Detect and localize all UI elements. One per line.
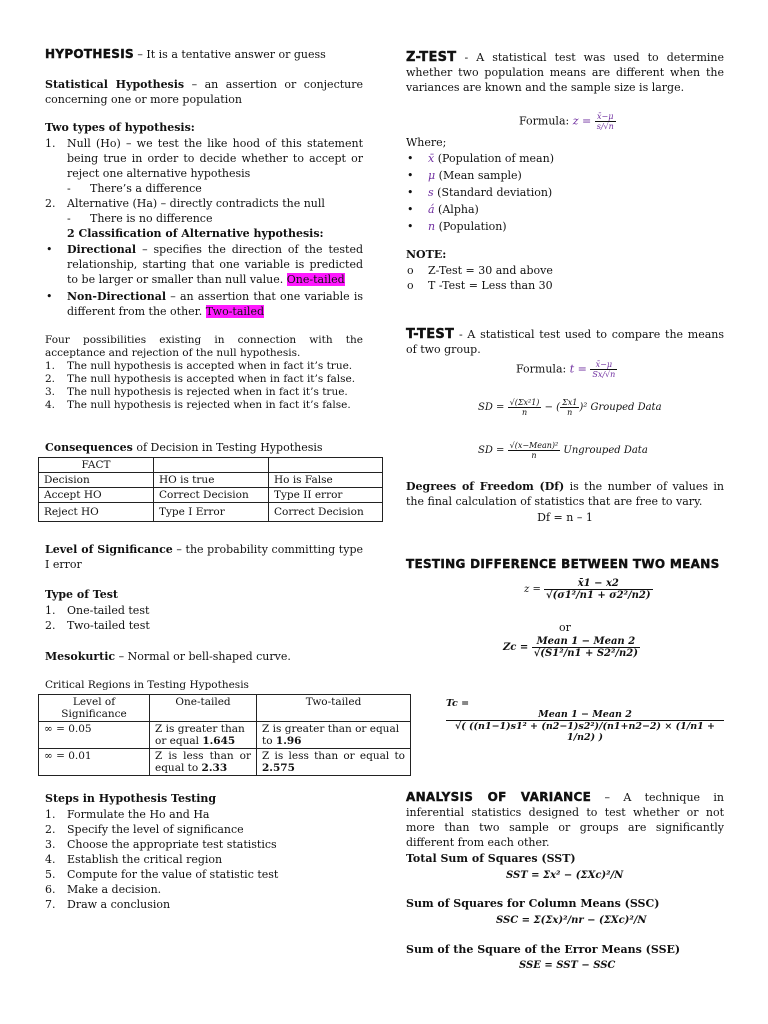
df-formula: Df = n – 1: [537, 511, 593, 524]
critical-regions-heading: Critical Regions in Testing Hypothesis: [45, 679, 249, 691]
t-test-heading: T-TEST: [406, 327, 455, 342]
steps-heading: Steps in Hypothesis Testing: [45, 792, 217, 805]
list-item: • á (Alpha): [407, 203, 479, 216]
list-item: • s (Standard deviation): [407, 186, 553, 199]
sd-ungrouped-formula: SD = $\frac{\text{√(x−Mean)²}}{n}$ Ungrouped Data: [478, 441, 648, 460]
two-types-heading: Two types of hypothesis:: [45, 121, 195, 134]
consequences-heading: Consequences of Decision in Testing Hypothesis: [45, 441, 323, 454]
null-hypothesis-item: 1. Null (Ho) – we test the like hood of this statement being true in order to decide whether to accept or reject one alternative hypothesis - There’s a difference: [45, 136, 363, 196]
list-item: 7. Draw a conclusion: [45, 898, 171, 911]
tc-formula: Tc = $\frac{\text{Mean 1 − Mean 2}}{\text{√( ((n1−1)s1² + (n2−1)s2²)/(n1+n2−2) × (1/n1 + 1/n2) )}}$: [446, 698, 724, 743]
list-item: 4. The null hypothesis is rejected when in fact it’s false.: [45, 399, 351, 411]
anova-definition: ANALYSIS OF VARIANCE – A technique in inferential statistics designed to test whether or not more than two sample or groups are significantly different from each other.: [406, 790, 724, 849]
table-row: Decision HO is true Ho is False: [39, 473, 383, 488]
list-item: 4. Establish the critical region: [45, 853, 223, 866]
anova-heading: ANALYSIS OF VARIANCE: [406, 790, 592, 804]
list-item: 1. Formulate the Ho and Ha: [45, 808, 210, 821]
mesokurtic-definition: Mesokurtic – Normal or bell-shaped curve.: [45, 650, 291, 663]
sse-formula: SSE = SST − SSC: [519, 960, 616, 971]
four-possibilities-intro: Four possibilities existing in connection with the acceptance and rejection of the null hypothesis.: [45, 334, 363, 359]
table-row: Level of Significance One-tailed Two-tailed: [39, 695, 411, 722]
z-test-heading: Z-TEST: [406, 50, 457, 65]
note-list: [406, 263, 724, 293]
level-of-significance: Level of Significance – the probability committing type I error: [45, 543, 363, 571]
four-possibilities-list: [45, 360, 363, 412]
alt-dash: - There is no difference: [45, 211, 363, 226]
testing-difference-heading: TESTING DIFFERENCE BETWEEN TWO MEANS: [406, 557, 720, 571]
list-item: o Z-Test = 30 and above: [407, 264, 553, 277]
where-list: [406, 151, 724, 234]
sst-heading: Total Sum of Squares (SST): [406, 852, 576, 865]
critical-regions-table: [38, 694, 411, 776]
list-item: 1. One-tailed test: [45, 604, 150, 617]
list-item: 5. Compute for the value of statistic test: [45, 868, 279, 881]
table-row: Accept HO Correct Decision Type II error: [39, 488, 383, 503]
sst-formula: SST = Σx² − (ΣXc)²/N: [506, 870, 624, 881]
directional-item: • Directional – specifies the direction of the tested relationship, starting that one variable is predicted to be larger or smaller than null value. One-tailed: [46, 243, 363, 286]
or-label: or: [559, 621, 571, 634]
sd-grouped-formula: SD = $\frac{\text{√(Σx²1)}}{n}$ − ( $\frac{\Sigma x1}{n}$ )² Grouped Data: [478, 398, 662, 417]
steps-list: [45, 807, 363, 912]
table-row: FACT: [39, 458, 383, 473]
list-item: 2. The null hypothesis is accepted when in fact it’s false.: [45, 373, 356, 385]
degrees-of-freedom: Degrees of Freedom (Df) is the number of values in the final calculation of statistics that are free to vary.: [406, 480, 724, 508]
z-two-means-formula: z = $\frac{x̄1 - x2}{\text{√(σ1²/n1 + σ2²/n2)}}$: [524, 578, 651, 601]
list-item: 1. The null hypothesis is accepted when in fact it’s true.: [45, 360, 353, 372]
non-directional-item: • Non-Directional – an assertion that one variable is different from the other. Two-tailed: [46, 290, 363, 318]
z-formula: Formula: z = $\frac{x̄-\mu}{s/√n}$: [519, 112, 614, 131]
alternative-hypothesis-item: 2. Alternative (Ha) – directly contradicts the null - There is no difference 2 Classification of Alternative hypothesis:: [45, 196, 363, 241]
table-row: ∞ = 0.01 Z is less than or equal to 2.33 Z is less than or equal to 2.575: [39, 749, 411, 776]
list-item: 3. The null hypothesis is rejected when in fact it’s true.: [45, 386, 348, 398]
zc-formula: Zc = $\frac{\text{Mean 1 − Mean 2}}{\text{√(S1²/n1 + S2²/n2)}}$: [503, 636, 638, 659]
hypothesis-definition: HYPOTHESIS – It is a tentative answer or guess: [45, 47, 326, 61]
t-test-definition: T-TEST - A statistical test used to compare the means of two group.: [406, 327, 724, 356]
list-item: 6. Make a decision.: [45, 883, 162, 896]
list-item: • μ (Mean sample): [407, 169, 522, 182]
table-row: ∞ = 0.05 Z is greater than or equal 1.645 Z is greater than or equal to 1.96: [39, 722, 411, 749]
t-formula: Formula: t = $\frac{x̄-\mu}{Sx/√n}$: [516, 360, 616, 379]
list-item: 2. Specify the level of significance: [45, 823, 244, 836]
ssc-heading: Sum of Squares for Column Means (SSC): [406, 897, 660, 910]
ssc-formula: SSC = Σ(Σx)²/nr − (ΣXc)²/N: [496, 915, 647, 926]
list-item: • x̄ (Population of mean): [407, 152, 554, 165]
z-test-definition: Z-TEST - A statistical test was used to determine whether two population means are different when the variances are known and the sample size is large.: [406, 50, 724, 94]
list-item: 2. Two-tailed test: [45, 619, 150, 632]
list-item: 3. Choose the appropriate test statistics: [45, 838, 277, 851]
hypothesis-heading: HYPOTHESIS: [45, 47, 134, 61]
classification-heading: 2 Classification of Alternative hypothesis:: [67, 227, 324, 240]
list-item: • n (Population): [407, 220, 507, 233]
sse-heading: Sum of the Square of the Error Means (SSE): [406, 943, 681, 956]
statistical-hypothesis: Statistical Hypothesis – an assertion or conjecture concerning one or more population: [45, 78, 364, 106]
one-tailed-highlight: One-tailed: [286, 273, 345, 286]
consequences-table: [38, 457, 383, 522]
list-item: o T -Test = Less than 30: [407, 279, 553, 292]
note-heading: NOTE:: [406, 248, 447, 261]
where-label: Where;: [406, 136, 447, 149]
type-of-test-heading: Type of Test: [45, 588, 118, 601]
type-of-test-list: [45, 603, 363, 633]
null-dash: - There’s a difference: [45, 181, 363, 196]
table-row: Reject HO Type I Error Correct Decision: [39, 503, 383, 522]
two-tailed-highlight: Two-tailed: [205, 305, 264, 318]
